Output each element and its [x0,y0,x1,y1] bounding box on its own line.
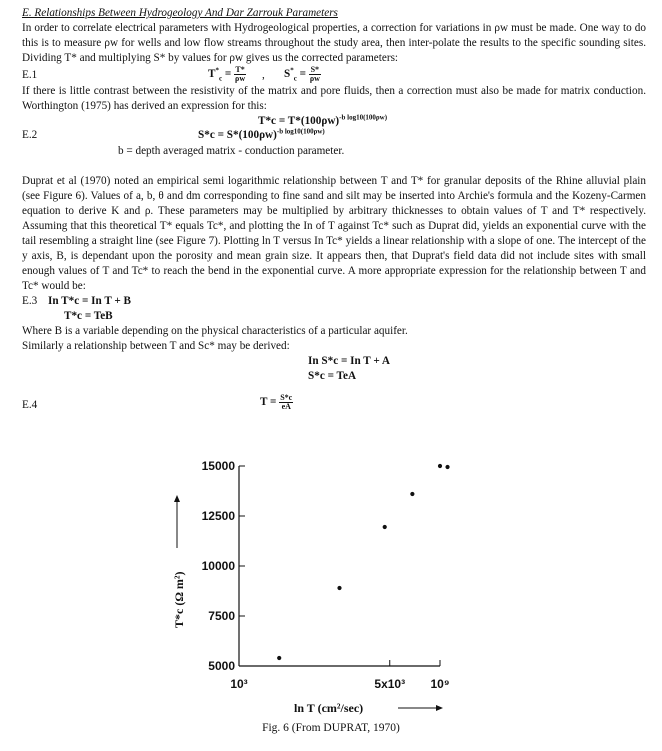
y-axis-title: T*c (Ω m²) [172,571,186,628]
data-point [277,656,281,660]
data-point [445,465,449,469]
figure-caption: Fig. 6 (From DUPRAT, 1970) [262,722,400,734]
x-axis-arrow-head [436,705,443,711]
equation-label: E.2 [22,129,38,141]
section-title: E. Relationships Between Hydrogeology And Dar Zarrouk Parameters [22,7,338,19]
data-point [383,525,387,529]
equation-s-corrected: $S^*_c$ = $\frac{S*}{\rho w}$ [284,65,320,83]
paragraph-similar: Similarly a relationship between T and Sc* may be derived: [22,340,290,352]
equation-t-exp: T*c = TeB [64,310,113,322]
paragraph-intro: In order to correlate electrical parameters with Hydrogeological properties, a correction for variations in ρw must be made. One way to do this is to measure ρw for wells and low flow streams throughout the study area, then inter-polate the results to the specific sounding sites. Dividing T* and multiplying S* by values for ρw gives us the corrected parameters: [22,22,646,64]
y-tick-label: 10000 [201,559,235,573]
chart-labels [172,459,450,715]
equation-label: E.1 [22,69,38,81]
data-point [337,586,341,590]
y-tick-label: 15000 [201,459,235,473]
y-tick-label: 5000 [208,659,235,673]
equation-s-exp: S*c = TeA [308,370,357,382]
x-axis-title: ln T (cm²/sec) [294,701,364,715]
equation-note: b = depth averaged matrix - conduction parameter. [118,145,345,157]
equation-s-matrix: $S*c = S*(100\rho w)^{-b log10(100\rho w)}$ [198,127,325,141]
paragraph-duprat: Duprat et al (1970) noted an empirical semi logarithmic relationship between T and T* for granular deposits of the Rhine alluvial plain (see Figure 6). Values of a, b, θ and dm corresponding to fine sand and silt may be inserted into Archie's formula and the Kozeny-Carmen equation to derive K and ρ. These parameters may be multiplied by arbitrary thicknesses to obtain values of T and T* respectively. Assuming that this theoretical T* equals Tc*, and plotting the In of T against Tc* such as Duprat did, yields an exponential curve with the tail resembling a straight line (see Figure 7). Plotting ln T versus In Tc* yields a linear relationship with a slope of one. The intercept of the y axis, B, is dependant upon the porosity and mean grain size. It appears then, that Duprat's field data did not include sites with small enough values of T and Tc* to reach the bend in the exponential curve. A more appropriate expression for the relationship between T and Tc* would be: [22,175,646,292]
y-axis-arrow-head [174,495,180,502]
equation-label: E.4 [22,399,38,411]
equation-ln-t: In T*c = In T + B [48,295,132,307]
y-tick-label: 7500 [208,609,235,623]
equation-t-matrix: $T*c = T*(100\rho w)^{-b log10(100\rho w)}$ [258,113,388,127]
equation-t-from-s: T = $\frac{S*c}{eA}$ [260,393,293,411]
chart-axes [174,466,443,711]
paragraph-matrix: If there is little contrast between the resistivity of the matrix and pore fluids, then a correction must also be made for matrix conduction. Worthington (1975) has derived an expression for this: [22,85,646,112]
equation-t-corrected: $T^*_c$ = $\frac{T*}{\rho w}$ [208,65,246,83]
paragraph-variable-b: Where B is a variable depending on the physical characteristics of a particular aquifer. [22,325,408,337]
y-tick-label: 12500 [201,509,235,523]
equation-ln-s: In S*c = In T + A [308,355,390,367]
equation-separator: , [262,69,265,81]
x-tick-label: 10⁹ [430,677,450,691]
x-tick-label: 10³ [230,677,248,691]
data-point [438,464,442,468]
chart-points [277,464,450,660]
data-point [410,492,414,496]
equation-label: E.3 [22,295,38,307]
x-tick-label: 5x10³ [374,677,406,691]
